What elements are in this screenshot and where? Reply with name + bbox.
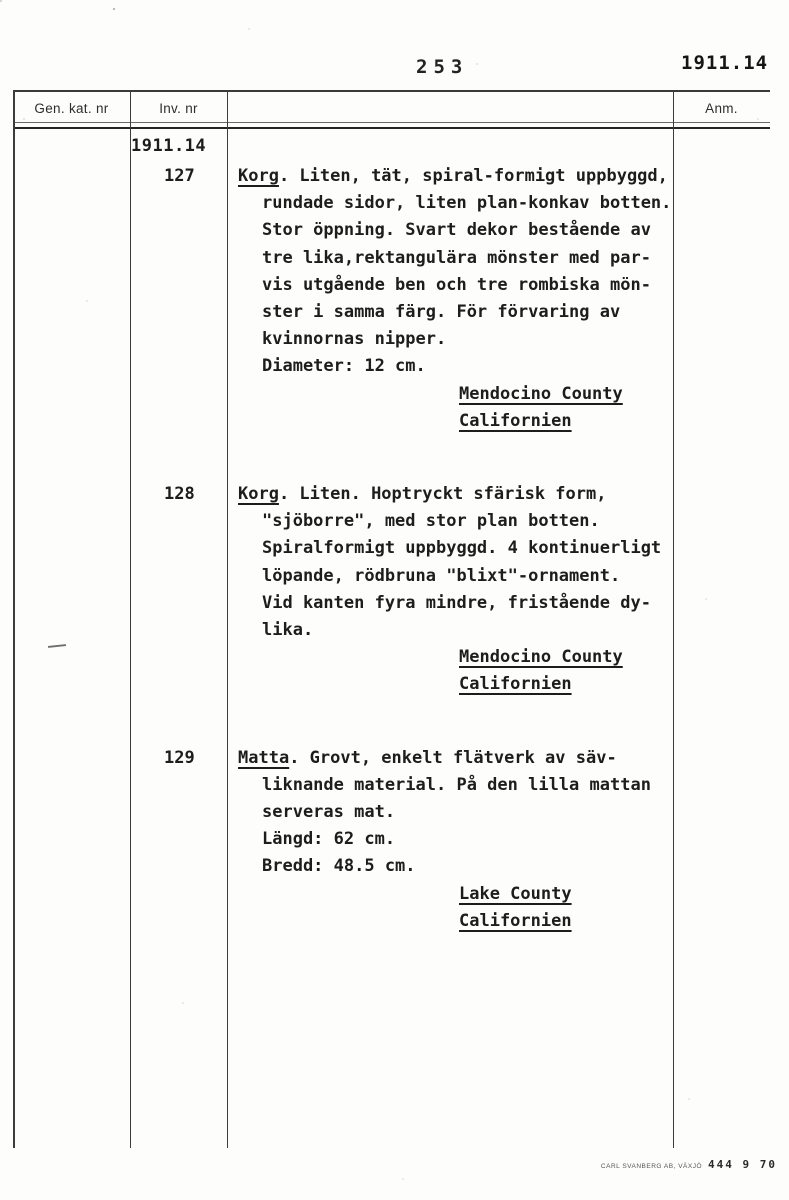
catalog-entry (164, 163, 683, 435)
description-text: . Grovt, enkelt flätverk av säv- (289, 747, 617, 768)
provenance-text: Californien (459, 674, 572, 695)
description-line: Diameter: 12 cm. (262, 356, 426, 377)
description-line (238, 745, 683, 772)
table-top-rule (13, 90, 770, 92)
table-header-rule (13, 122, 770, 129)
description-text: . Liten, tät, spiral-formigt uppbyggd, (278, 166, 668, 186)
collection-reference: 1911.14 (681, 52, 769, 74)
provenance-line (238, 881, 683, 908)
entry-inv-nr: 129 (164, 747, 195, 768)
printer-mark (601, 1158, 777, 1171)
table-left-border (13, 90, 15, 1148)
scan-speckles (0, 0, 2, 2)
column-separator-inv-description (227, 90, 228, 1148)
description-line: tre lika,rektangulära mönster med par- (262, 247, 651, 268)
entry-inv-nr: 127 (164, 166, 195, 186)
description-line: rundade sidor, liten plan-konkav botten. (262, 193, 672, 214)
description-text: . Liten. Hoptryckt sfärisk form, (278, 484, 607, 505)
group-heading-collection-year: 1911.14 (131, 136, 207, 156)
provenance-text: Mendocino County (459, 647, 623, 668)
description-line: Stor öppning. Svart dekor bestående av (262, 220, 651, 241)
description-line: "sjöborre", med stor plan botten. (262, 511, 600, 532)
column-header-gen-kat-nr: Gen. kat. nr (34, 101, 109, 116)
entry-inv-nr: 128 (164, 484, 195, 505)
catalog-entries (164, 163, 683, 981)
description-line: Längd: 62 cm. (262, 829, 396, 850)
description-line: Bredd: 48.5 cm. (262, 856, 416, 877)
column-header-anm: Anm. (705, 101, 738, 116)
page-number: 253 (416, 56, 469, 78)
description-line: Vid kanten fyra mindre, fristående dy- (262, 592, 651, 613)
provenance-text: Lake County (459, 883, 572, 904)
catalog-entry (164, 745, 683, 935)
description-line: kvinnornas nipper. (262, 329, 447, 350)
description-line (238, 163, 683, 190)
column-header-inv-nr: Inv. nr (159, 101, 198, 116)
column-separator-genkat-inv (130, 90, 131, 1148)
printer-mark-text: CARL SVANBERG AB, VÄXJÖ (600, 1163, 703, 1170)
description-line: serveras mat. (262, 802, 396, 823)
entry-lead-word: Korg (238, 166, 279, 186)
margin-scan-mark (48, 644, 66, 648)
provenance-line (238, 671, 683, 698)
entry-lead-word: Korg (238, 484, 279, 505)
description-line: vis utgående ben och tre rombiska mön- (262, 274, 651, 295)
provenance-text: Mendocino County (459, 383, 623, 404)
description-line: ster i samma färg. För förvaring av (262, 302, 621, 323)
provenance-line (238, 908, 683, 935)
provenance-text: Californien (459, 910, 572, 931)
description-line: löpande, rödbruna "blixt"-ornament. (262, 565, 621, 586)
description-line: liknande material. På den lilla mattan (262, 774, 651, 795)
provenance-line (238, 408, 683, 435)
provenance-line (238, 381, 683, 408)
provenance-line (238, 644, 683, 671)
entry-lead-word: Matta (238, 747, 290, 768)
description-line: lika. (262, 620, 314, 641)
description-line: Spiralformigt uppbyggd. 4 kontinuerligt (262, 538, 662, 559)
description-line (238, 481, 683, 508)
catalog-entry (164, 481, 683, 699)
provenance-text: Californien (459, 410, 572, 431)
printer-mark-code: 444 9 70 (708, 1158, 777, 1171)
